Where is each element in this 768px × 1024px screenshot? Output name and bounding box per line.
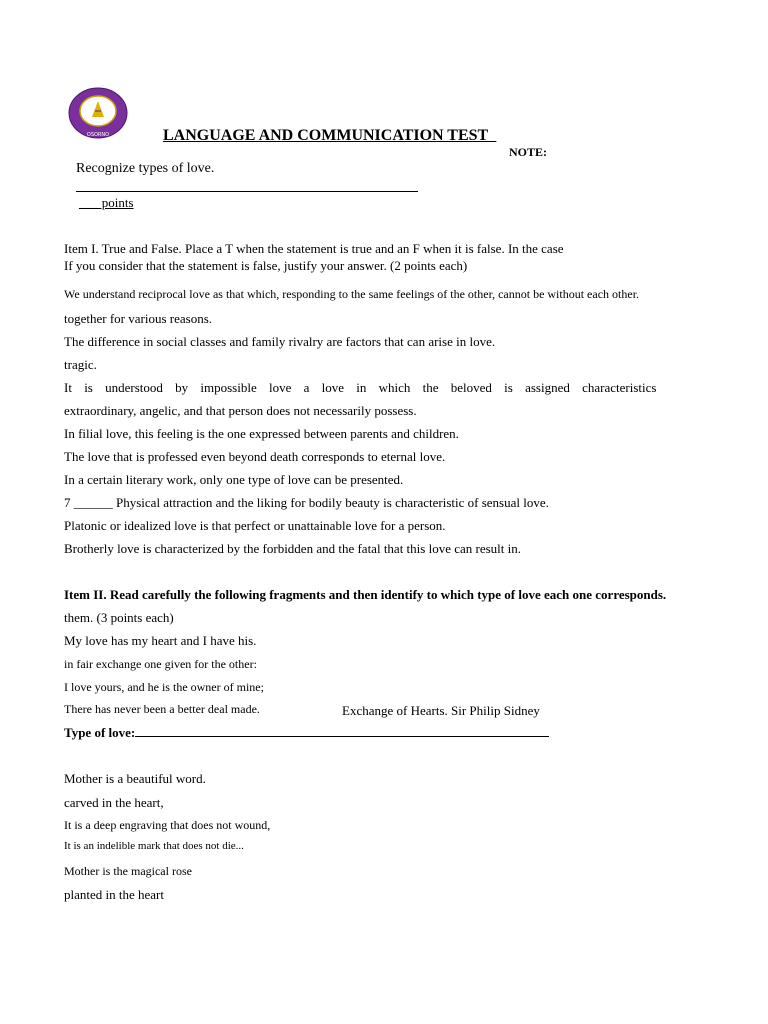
fragment2-line-5: Mother is the magical rose [64,864,192,878]
statement-11: Platonic or idealized love is that perfect or unattainable love for a person. [64,518,446,533]
fragment1-attribution: Exchange of Hearts. Sir Philip Sidney [342,703,540,718]
statement-2: together for various reasons. [64,311,213,326]
fragment1-line-4: There has never been a better deal made. [64,702,260,716]
item2-instruction: Item II. Read carefully the following fragments and then identify to which type of love each one corresponds. [64,587,667,602]
statement-7: In filial love, this feeling is the one expressed between parents and children. [64,426,459,441]
school-logo [68,87,128,139]
statement-3: The difference in social classes and family rivalry are factors that can arise in love. [64,334,496,349]
statement-10: 7 ______ Physical attraction and the liking for bodily beauty is characteristic of sensual love. [64,495,549,510]
statement-1: We understand reciprocal love as that which, responding to the same feelings of the other, cannot be without each other. [64,287,640,301]
fragment2-line-1: Mother is a beautiful word. [64,771,206,786]
type-of-love-answer-line[interactable] [135,726,549,737]
fragment2-line-4: It is an indelible mark that does not die... [64,840,244,852]
item2-instruction-cont: them. (3 points each) [64,610,174,625]
note-label: NOTE: [509,145,548,159]
svg-text:OSORNO: OSORNO [86,132,110,138]
points-field[interactable]: ___ points [79,195,134,210]
statement-4: tragic. [64,357,97,372]
statement-8: The love that is professed even beyond death corresponds to eternal love. [64,449,446,464]
test-title: LANGUAGE AND COMMUNICATION TEST [163,127,489,144]
fragment2-line-3: It is a deep engraving that does not wound, [64,818,271,832]
type-of-love-field[interactable] [64,725,549,741]
objective-text: Recognize types of love. [76,161,215,176]
fragment1-line-1: My love has my heart and I have his. [64,633,257,648]
statement-6: extraordinary, angelic, and that person does not necessarily possess. [64,403,417,418]
statement-12: Brotherly love is characterized by the forbidden and the fatal that this love can result in. [64,541,522,556]
statement-9: In a certain literary work, only one type of love can be presented. [64,472,404,487]
type-of-love-label: Type of love: [64,725,136,740]
fragment2-line-2: carved in the heart, [64,795,164,810]
item1-instruction-line1: Item I. True and False. Place a T when the statement is true and an F when it is false. In the case [64,241,564,256]
fragment1-line-2: in fair exchange one given for the other: [64,657,257,671]
statement-5: It is understood by impossible love a love in which the beloved is assigned characteristics [64,380,657,395]
item1-instruction-line2: If you consider that the statement is false, justify your answer. (2 points each) [64,258,468,273]
fragment2-line-6: planted in the heart [64,887,164,902]
objective-underline [76,191,418,192]
fragment1-line-3: I love yours, and he is the owner of mine; [64,680,264,694]
